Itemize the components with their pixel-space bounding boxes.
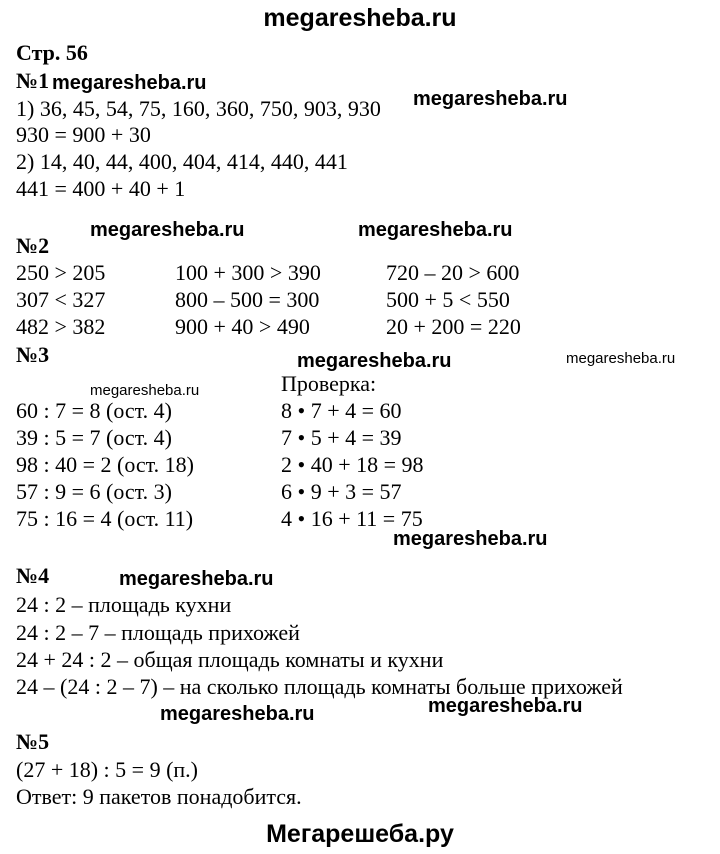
watermark: megaresheba.ru [297, 350, 452, 372]
check-line: 7 • 5 + 4 = 39 [281, 425, 402, 450]
watermark: megaresheba.ru [358, 219, 513, 241]
comparison: 500 + 5 < 550 [386, 287, 510, 312]
task1-line: 441 = 400 + 40 + 1 [16, 176, 186, 201]
task1-title: №1 [16, 68, 50, 93]
watermark: megaresheba.ru [393, 528, 548, 550]
check-line: 8 • 7 + 4 = 60 [281, 398, 402, 423]
task4-line: 24 + 24 : 2 – общая площадь комнаты и кухни [16, 647, 444, 672]
watermark: megaresheba.ru [119, 568, 274, 590]
comparison: 900 + 40 > 490 [175, 314, 310, 339]
division-line: 98 : 40 = 2 (ост. 18) [16, 452, 194, 477]
division-line: 75 : 16 = 4 (ост. 11) [16, 506, 194, 531]
task4-line: 24 : 2 – площадь кухни [16, 592, 232, 617]
division-line: 57 : 9 = 6 (ост. 3) [16, 479, 172, 504]
task3-title: №3 [16, 342, 50, 367]
task5-title: №5 [16, 729, 50, 754]
task4-line: 24 : 2 – 7 – площадь прихожей [16, 620, 300, 645]
check-line: 4 • 16 + 11 = 75 [281, 506, 423, 531]
comparison: 250 > 205 [16, 260, 106, 285]
task1-line: 2) 14, 40, 44, 400, 404, 414, 440, 441 [16, 149, 348, 174]
check-label: Проверка: [281, 371, 377, 396]
watermark: megaresheba.ru [90, 382, 200, 399]
check-line: 2 • 40 + 18 = 98 [281, 452, 424, 477]
watermark: megaresheba.ru [566, 350, 676, 367]
comparison: 720 – 20 > 600 [386, 260, 520, 285]
comparison: 482 > 382 [16, 314, 106, 339]
watermark: megaresheba.ru [160, 703, 315, 725]
task5-line: (27 + 18) : 5 = 9 (п.) [16, 757, 199, 782]
watermark: megaresheba.ru [90, 219, 245, 241]
division-line: 60 : 7 = 8 (ост. 4) [16, 398, 172, 423]
task5-line: Ответ: 9 пакетов понадобится. [16, 784, 302, 809]
task1-line: 930 = 900 + 30 [16, 122, 151, 147]
task2-title: №2 [16, 233, 50, 258]
comparison: 100 + 300 > 390 [175, 260, 321, 285]
watermark: megaresheba.ru [428, 695, 583, 717]
site-footer: Мегарешеба.ру [266, 820, 454, 848]
watermark: megaresheba.ru [52, 72, 207, 94]
task1-line: 1) 36, 45, 54, 75, 160, 360, 750, 903, 930 [16, 96, 381, 121]
task4-title: №4 [16, 563, 50, 588]
site-header: megaresheba.ru [263, 4, 457, 32]
watermark: megaresheba.ru [413, 88, 568, 110]
page-number: Стр. 56 [16, 40, 88, 65]
division-line: 39 : 5 = 7 (ост. 4) [16, 425, 172, 450]
task4-line: 24 – (24 : 2 – 7) – на сколько площадь комнаты больше прихожей [16, 674, 623, 699]
comparison: 800 – 500 = 300 [175, 287, 320, 312]
check-line: 6 • 9 + 3 = 57 [281, 479, 402, 504]
comparison: 307 < 327 [16, 287, 106, 312]
comparison: 20 + 200 = 220 [386, 314, 521, 339]
